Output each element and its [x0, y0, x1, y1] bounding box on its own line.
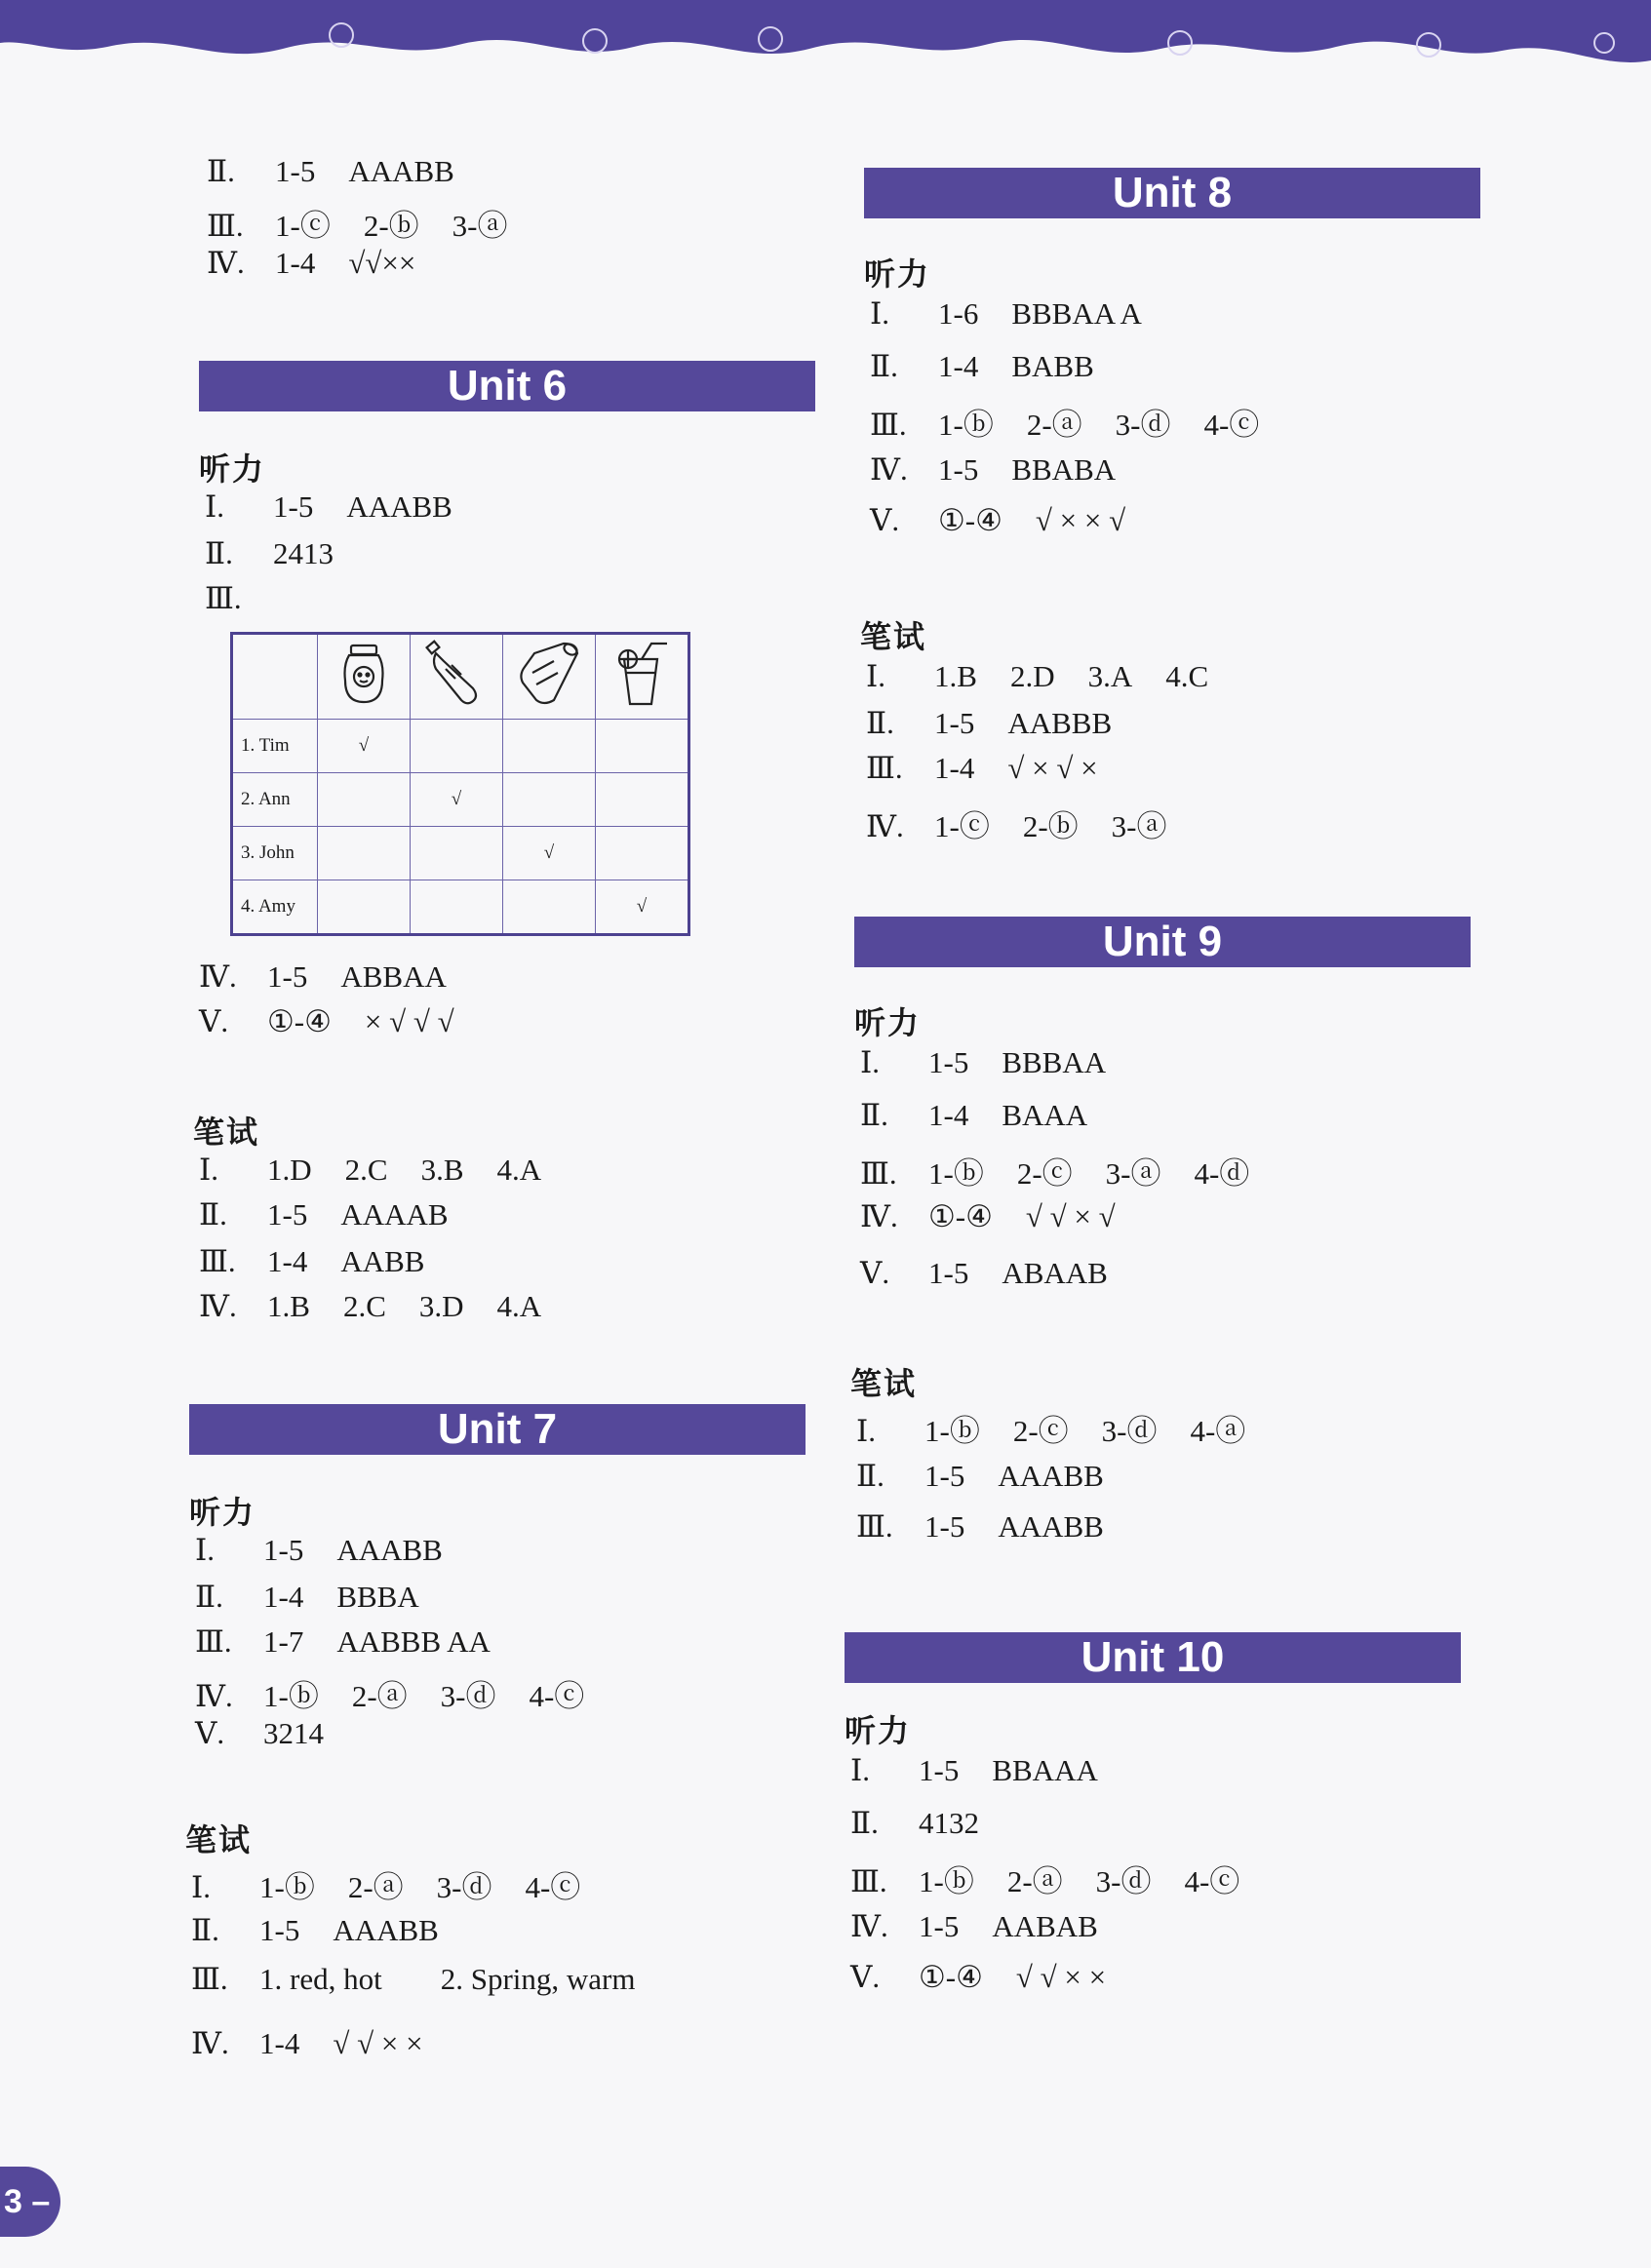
answer-row: Ⅲ. 1-ⓑ 2-ⓒ 3-ⓐ 4-ⓓ: [860, 1156, 1250, 1191]
drinks-table: [230, 632, 690, 936]
unit6-banner: Unit 6: [199, 361, 815, 411]
answer-row: Ⅱ. 1-5 AAABB: [191, 1913, 439, 1947]
student-name: 3. John: [232, 827, 318, 880]
unit9-listening-label: 听力: [854, 1004, 922, 1041]
answer-row: Ⅱ. 1-5 AAABB: [207, 154, 454, 188]
answer-row: Ⅱ. 1-5 AABBB: [866, 706, 1113, 740]
answer-row: Ⅱ. 1-5 AAABB: [856, 1459, 1104, 1493]
answer-row: Ⅲ. 1-ⓑ 2-ⓐ 3-ⓓ 4-ⓒ: [870, 408, 1260, 442]
answer-row: Ⅳ. 1-5 ABBAA: [199, 959, 447, 994]
answer-row: Ⅴ. ①-④ √ × × √: [870, 503, 1126, 537]
water-bottle-icon: [411, 634, 503, 720]
answer-row: Ⅳ. 1.B 2.C 3.D 4.A: [199, 1289, 542, 1323]
unit8-listening-label: 听力: [864, 255, 931, 293]
check-mark: √: [596, 880, 689, 935]
unit9-writing-label: 笔试: [850, 1365, 918, 1402]
unit8-writing-label: 笔试: [860, 618, 927, 655]
unit9-banner: Unit 9: [854, 917, 1471, 967]
answer-row: Ⅱ. 1-4 BAAA: [860, 1098, 1088, 1132]
answer-row: Ⅳ. 1-4 √ √ × ×: [191, 2026, 423, 2060]
answer-row: Ⅴ. ①-④ √ √ × ×: [850, 1960, 1107, 1994]
answer-row: Ⅲ. 1-7 AABBB AA: [195, 1624, 491, 1659]
answer-row: Ⅳ. 1-5 BBABA: [870, 452, 1117, 487]
answer-row: Ⅱ. 2413: [205, 536, 334, 570]
check-mark: √: [503, 827, 596, 880]
answer-row: Ⅲ. 1-5 AAABB: [856, 1509, 1104, 1544]
answer-row: Ⅲ. 1-ⓒ 2-ⓑ 3-ⓐ: [207, 209, 508, 243]
answer-row: Ⅰ. 1-5 BBAAA: [850, 1753, 1098, 1787]
answer-row: Ⅰ. 1.B 2.D 3.A 4.C: [866, 659, 1209, 693]
unit7-banner: Unit 7: [189, 1404, 806, 1455]
answer-row: Ⅲ. 1-4 √ × √ ×: [866, 751, 1098, 785]
answer-row: Ⅰ. 1-5 AAABB: [195, 1533, 443, 1567]
answer-row: Ⅰ. 1-ⓑ 2-ⓐ 3-ⓓ 4-ⓒ: [191, 1870, 581, 1904]
answer-row: Ⅱ. 1-4 BABB: [870, 349, 1094, 383]
answer-row: Ⅰ. 1-5 AAABB: [205, 489, 452, 524]
unit8-banner: Unit 8: [864, 168, 1480, 218]
answer-row: Ⅰ. 1.D 2.C 3.B 4.A: [199, 1153, 542, 1187]
check-mark: √: [318, 720, 411, 773]
answer-row: Ⅰ. 1-ⓑ 2-ⓒ 3-ⓓ 4-ⓐ: [856, 1414, 1246, 1448]
answer-row: Ⅳ. ①-④ √ √ × √: [860, 1199, 1116, 1233]
answer-row: Ⅱ. 1-5 AAAAB: [199, 1197, 449, 1232]
table-corner: [232, 634, 318, 720]
unit6-writing-label: 笔试: [193, 1114, 260, 1151]
student-name: 2. Ann: [232, 773, 318, 827]
answer-row: Ⅴ. 3214: [195, 1716, 324, 1750]
answer-row: Ⅰ. 1-6 BBBAA A: [870, 296, 1142, 331]
answer-row: Ⅱ. 1-4 BBBA: [195, 1580, 419, 1614]
answer-row: Ⅴ. 1-5 ABAAB: [860, 1256, 1108, 1290]
answer-row: Ⅲ. 1. red, hot 2. Spring, warm: [191, 1962, 636, 1996]
student-name: 1. Tim: [232, 720, 318, 773]
page-number: 3 –: [0, 2167, 60, 2237]
student-name: 4. Amy: [232, 880, 318, 935]
answer-row: Ⅴ. ①-④ × √ √ √: [199, 1004, 454, 1038]
answer-row: Ⅳ. 1-ⓒ 2-ⓑ 3-ⓐ: [866, 809, 1167, 843]
answer-row: Ⅲ. 1-4 AABB: [199, 1244, 425, 1278]
answer-row: Ⅳ. 1-4 √√××: [207, 246, 416, 280]
unit7-writing-label: 笔试: [185, 1821, 253, 1858]
top-wave-decoration: [0, 0, 1651, 78]
answer-row: Ⅰ. 1-5 BBBAA: [860, 1045, 1107, 1079]
unit10-banner: Unit 10: [845, 1632, 1461, 1683]
check-mark: √: [411, 773, 503, 827]
answer-row: Ⅲ.: [205, 581, 242, 615]
answer-row: Ⅳ. 1-ⓑ 2-ⓐ 3-ⓓ 4-ⓒ: [195, 1679, 585, 1713]
unit6-listening-label: 听力: [199, 450, 266, 488]
unit10-listening-label: 听力: [845, 1712, 912, 1749]
answer-row: Ⅱ. 4132: [850, 1806, 979, 1840]
answer-row: Ⅲ. 1-ⓑ 2-ⓐ 3-ⓓ 4-ⓒ: [850, 1864, 1240, 1898]
unit7-listening-label: 听力: [189, 1494, 256, 1531]
honey-jar-icon: [318, 634, 411, 720]
juice-glass-icon: [596, 634, 689, 720]
soda-can-icon: [503, 634, 596, 720]
answer-row: Ⅳ. 1-5 AABAB: [850, 1909, 1098, 1943]
